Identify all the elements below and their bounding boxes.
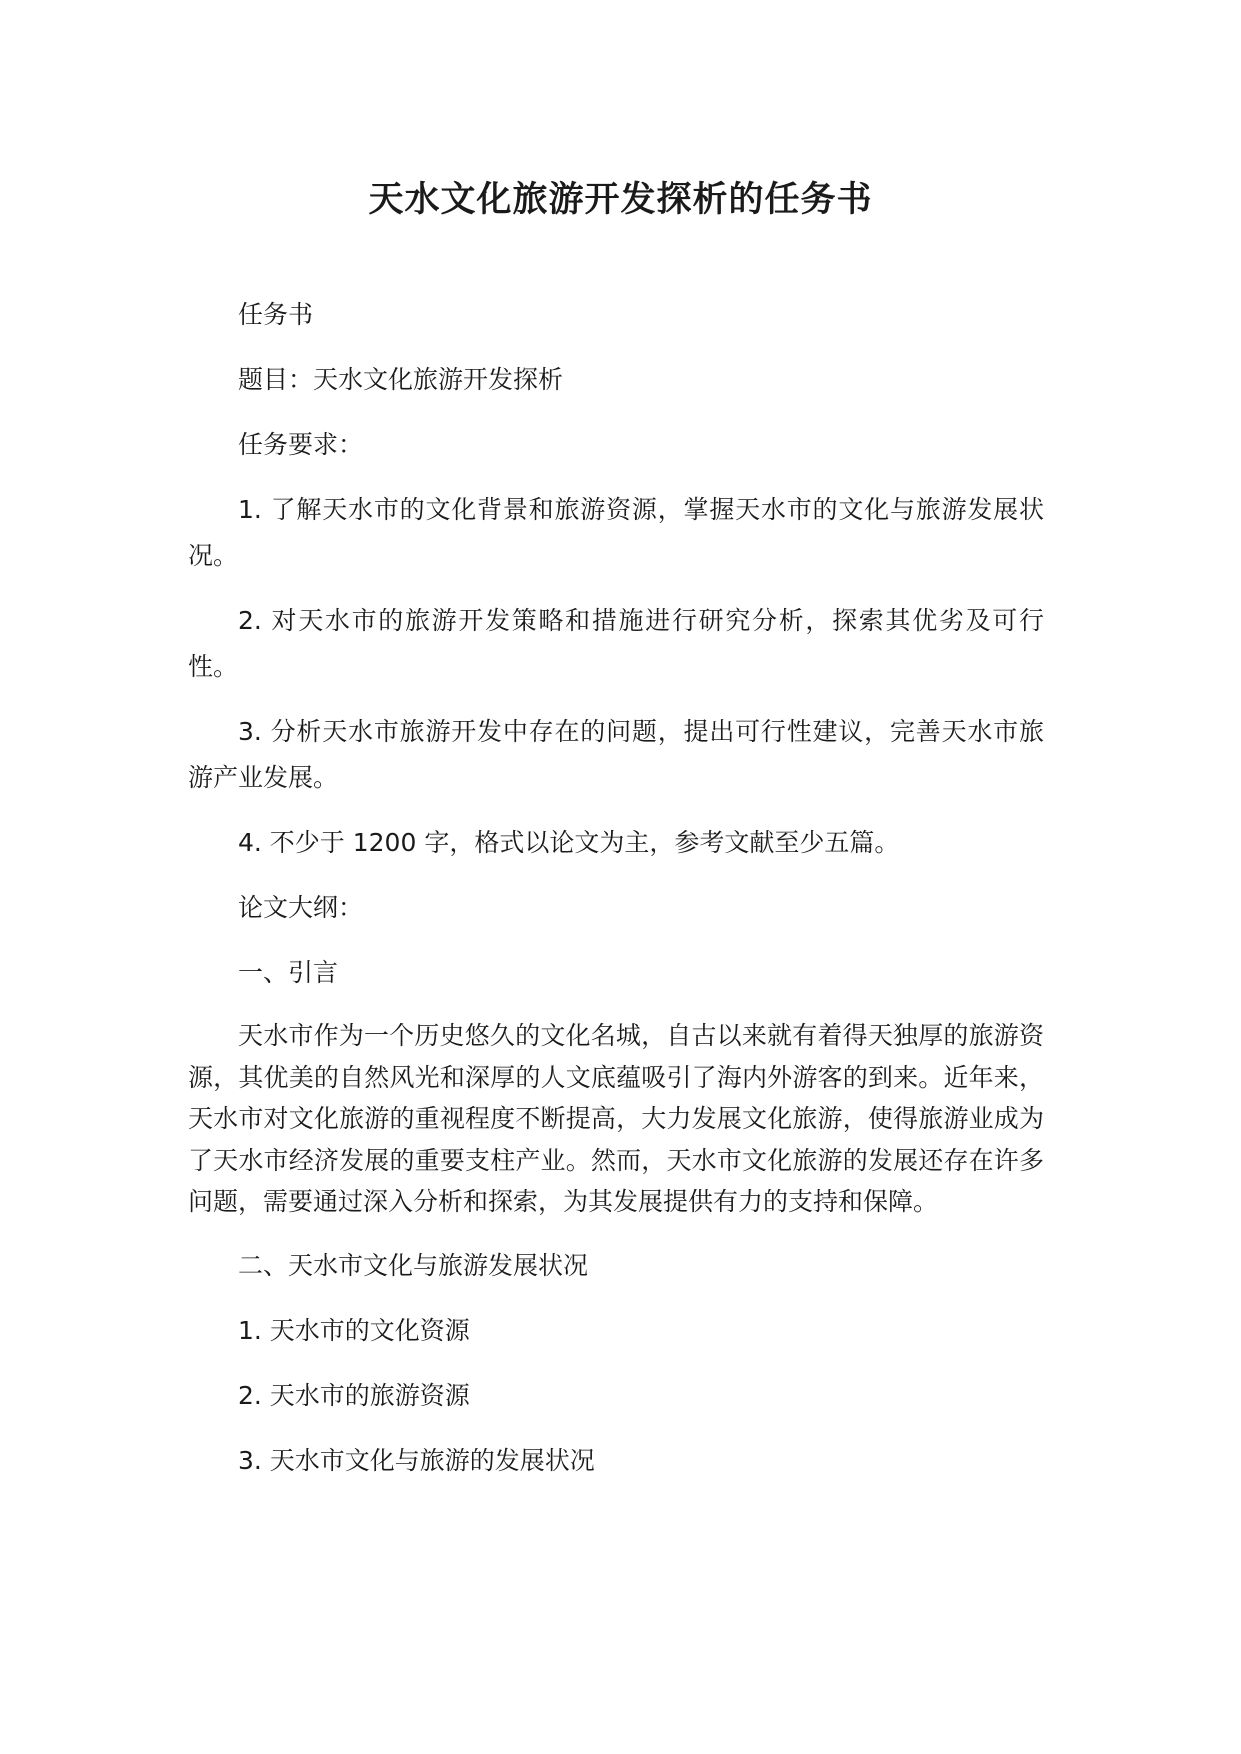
- introduction-paragraph: 天水市作为一个历史悠久的文化名城，自古以来就有着得天独厚的旅游资源，其优美的自然风光和深厚的人文底蕴吸引了海内外游客的到来。近年来，天水市对文化旅游的重视程度不断提高，大力发展文化旅游，使得旅游业成为了天水市经济发展的重要支柱产业。然而，天水市文化旅游的发展还存在许多问题，需要通过深入分析和探索，为其发展提供有力的支持和保障。: [188, 1021, 1044, 1216]
- requirement-item-4: 4. 不少于 1200 字，格式以论文为主，参考文献至少五篇。: [238, 828, 900, 857]
- outline-item-2: 2. 天水市的旅游资源: [238, 1380, 470, 1410]
- outline-heading: 论文大纲：: [238, 893, 364, 922]
- section-label-task-book: 任务书: [238, 300, 314, 329]
- requirement-item-2: 2. 对天水市的旅游开发策略和措施进行研究分析，探索其优劣及可行性。: [188, 606, 1044, 681]
- requirements-heading: 任务要求：: [238, 430, 364, 459]
- document-title: 天水文化旅游开发探析的任务书: [368, 180, 873, 220]
- document-body: [188, 292, 1044, 1503]
- section-heading-status: 二、天水市文化与旅游发展状况: [238, 1250, 589, 1280]
- outline-item-1: 1. 天水市的文化资源: [238, 1315, 470, 1345]
- section-heading-introduction: 一、引言: [238, 958, 339, 987]
- topic-line: 题目：天水文化旅游开发探析: [238, 365, 564, 394]
- requirement-item-1: 1. 了解天水市的文化背景和旅游资源，掌握天水市的文化与旅游发展状况。: [188, 495, 1044, 570]
- requirement-item-3: 3. 分析天水市旅游开发中存在的问题，提出可行性建议，完善天水市旅游产业发展。: [188, 717, 1044, 792]
- outline-item-3: 3. 天水市文化与旅游的发展状况: [238, 1445, 595, 1475]
